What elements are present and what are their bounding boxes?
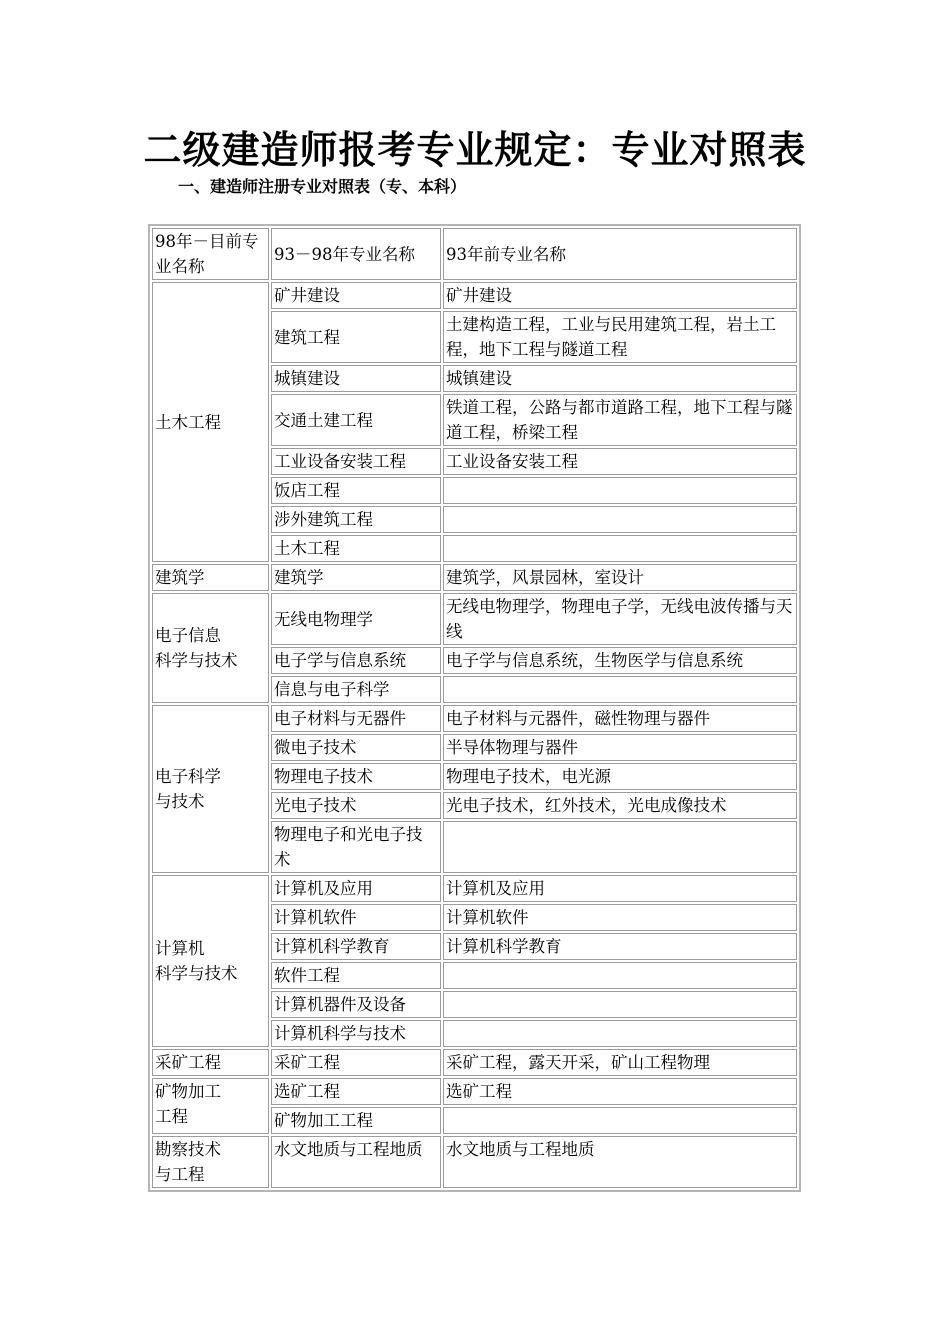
major-93-98-cell: 计算机软件 — [271, 904, 441, 931]
section-subtitle: 一、建造师注册专业对照表（专、本科） — [178, 177, 467, 196]
major-93-98-cell: 物理电子技术 — [271, 763, 441, 790]
group-major-name: 计算机 科学与技术 — [152, 875, 269, 1047]
major-93-98-cell: 选矿工程 — [271, 1078, 441, 1105]
major-pre-93-cell — [443, 676, 797, 703]
major-93-98-cell: 采矿工程 — [271, 1049, 441, 1076]
major-93-98-cell: 计算机器件及设备 — [271, 991, 441, 1018]
major-pre-93-cell: 选矿工程 — [443, 1078, 797, 1105]
major-93-98-cell: 计算机及应用 — [271, 875, 441, 902]
major-93-98-cell: 土木工程 — [271, 535, 441, 562]
major-pre-93-cell — [443, 962, 797, 989]
group-major-name: 土木工程 — [152, 282, 269, 562]
major-pre-93-cell: 无线电物理学，物理电子学，无线电波传播与天线 — [443, 593, 797, 645]
major-93-98-cell: 建筑学 — [271, 564, 441, 591]
major-93-98-cell: 饭店工程 — [271, 477, 441, 504]
major-pre-93-cell: 计算机软件 — [443, 904, 797, 931]
group-major-name: 勘察技术 与工程 — [152, 1136, 269, 1188]
group-major-name: 电子信息 科学与技术 — [152, 593, 269, 703]
major-pre-93-cell: 城镇建设 — [443, 365, 797, 392]
major-93-98-cell: 建筑工程 — [271, 311, 441, 363]
major-93-98-cell: 城镇建设 — [271, 365, 441, 392]
group-major-name: 建筑学 — [152, 564, 269, 591]
major-pre-93-cell: 计算机及应用 — [443, 875, 797, 902]
major-pre-93-cell: 电子材料与元器件，磁性物理与器件 — [443, 705, 797, 732]
table-row — [152, 593, 797, 645]
table-header-row — [152, 228, 797, 280]
major-pre-93-cell: 半导体物理与器件 — [443, 734, 797, 761]
major-pre-93-cell: 物理电子技术，电光源 — [443, 763, 797, 790]
major-pre-93-cell: 采矿工程，露天开采，矿山工程物理 — [443, 1049, 797, 1076]
major-pre-93-cell: 电子学与信息系统，生物医学与信息系统 — [443, 647, 797, 674]
major-pre-93-cell: 工业设备安装工程 — [443, 448, 797, 475]
major-93-98-cell: 电子学与信息系统 — [271, 647, 441, 674]
major-pre-93-cell — [443, 1107, 797, 1134]
major-93-98-cell: 计算机科学教育 — [271, 933, 441, 960]
major-93-98-cell: 矿物加工工程 — [271, 1107, 441, 1134]
table-row — [152, 564, 797, 591]
group-major-name: 采矿工程 — [152, 1049, 269, 1076]
major-pre-93-cell: 土建构造工程，工业与民用建筑工程，岩土工程，地下工程与隧道工程 — [443, 311, 797, 363]
table-body — [152, 228, 797, 1188]
major-pre-93-cell — [443, 991, 797, 1018]
major-93-98-cell: 工业设备安装工程 — [271, 448, 441, 475]
major-pre-93-cell: 计算机科学教育 — [443, 933, 797, 960]
major-pre-93-cell — [443, 477, 797, 504]
major-93-98-cell: 无线电物理学 — [271, 593, 441, 645]
major-pre-93-cell: 建筑学，风景园林，室设计 — [443, 564, 797, 591]
major-pre-93-cell: 光电子技术，红外技术，光电成像技术 — [443, 792, 797, 819]
major-93-98-cell: 交通土建工程 — [271, 394, 441, 446]
group-major-name: 电子科学 与技术 — [152, 705, 269, 873]
table-row — [152, 705, 797, 732]
major-comparison-table — [148, 224, 801, 1192]
major-93-98-cell: 光电子技术 — [271, 792, 441, 819]
page-title: 二级建造师报考专业规定：专业对照表 — [143, 128, 807, 172]
major-93-98-cell: 电子材料与无器件 — [271, 705, 441, 732]
table-row — [152, 1078, 797, 1105]
group-major-name: 矿物加工 工程 — [152, 1078, 269, 1134]
major-pre-93-cell — [443, 535, 797, 562]
major-pre-93-cell — [443, 506, 797, 533]
major-93-98-cell: 软件工程 — [271, 962, 441, 989]
major-93-98-cell: 物理电子和光电子技术 — [271, 821, 441, 873]
table-row — [152, 875, 797, 902]
header-current-major: 98年－目前专业名称 — [152, 228, 269, 280]
major-pre-93-cell: 水文地质与工程地质 — [443, 1136, 797, 1188]
header-93-98-major: 93－98年专业名称 — [271, 228, 441, 280]
major-93-98-cell: 信息与电子科学 — [271, 676, 441, 703]
major-pre-93-cell — [443, 821, 797, 873]
major-pre-93-cell: 铁道工程，公路与都市道路工程，地下工程与隧道工程，桥梁工程 — [443, 394, 797, 446]
major-93-98-cell: 涉外建筑工程 — [271, 506, 441, 533]
major-pre-93-cell — [443, 1020, 797, 1047]
major-93-98-cell: 计算机科学与技术 — [271, 1020, 441, 1047]
major-pre-93-cell: 矿井建设 — [443, 282, 797, 309]
table-row — [152, 1136, 797, 1188]
major-93-98-cell: 矿井建设 — [271, 282, 441, 309]
table-row — [152, 1049, 797, 1076]
major-93-98-cell: 水文地质与工程地质 — [271, 1136, 441, 1188]
major-93-98-cell: 微电子技术 — [271, 734, 441, 761]
table-row — [152, 282, 797, 309]
header-pre-93-major: 93年前专业名称 — [443, 228, 797, 280]
